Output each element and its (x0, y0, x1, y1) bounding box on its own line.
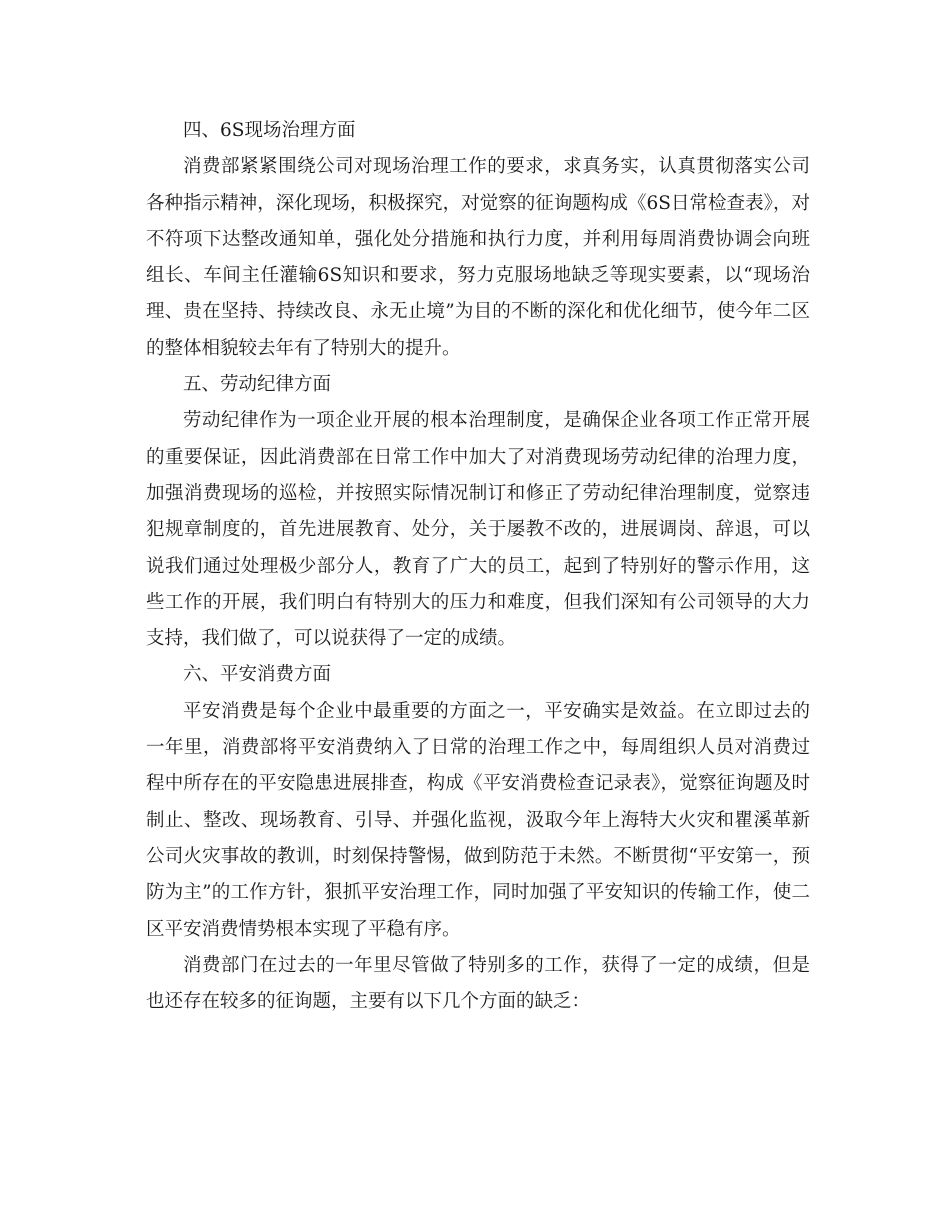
paragraph-shortcomings-intro: 消费部门在过去的一年里尽管做了特别多的工作，获得了一定的成绩，但是也还存在较多的征询题，主要有以下几个方面的缺乏： (146, 954, 810, 1013)
paragraph-labor-discipline: 劳动纪律作为一项企业开展的根本治理制度，是确保企业各项工作正常开展的重要保证，因此消费部在日常工作中加大了对消费现场劳动纪律的治理力度，加强消费现场的巡检，并按照实际情况制订和修正了劳动纪律治理制度，觉察违犯规章制度的，首先进展教育、处分，关于屡教不改的，进展调岗、辞退，可以说我们通过处理极少部分人，教育了广大的员工，起到了特别好的警示作用，这些工作的开展，我们明白有特别大的压力和难度，但我们深知有公司领导的大力支持，我们做了，可以说获得了一定的成绩。 (146, 410, 810, 650)
paragraph-6s-management: 消费部紧紧围绕公司对现场治理工作的要求，求真务实，认真贯彻落实公司各种指示精神，深化现场，积极探究，对觉察的征询题构成《6S日常检查表》，对不符项下达整改通知单，强化处分措施和执行力度，并利用每周消费协调会向班组长、车间主任灌输6S知识和要求，努力克服场地缺乏等现实要素，以“现场治理、贵在坚持、持续改良、永无止境”为目的不断的深化和优化细节，使今年二区的整体相貌较去年有了特别大的提升。 (146, 156, 810, 359)
section-heading-labor-discipline: 五、劳动纪律方面 (183, 374, 332, 396)
document-body (146, 113, 810, 1020)
section-heading-safety: 六、平安消费方面 (183, 664, 332, 686)
paragraph-safety: 平安消费是每个企业中最重要的方面之一，平安确实是效益。在立即过去的一年里，消费部将平安消费纳入了日常的治理工作之中，每周组织人员对消费过程中所存在的平安隐患进展排查，构成《平安消费检查记录表》，觉察征询题及时制止、整改、现场教育、引导、并强化监视，汲取今年上海特大火灾和瞿溪革新公司火灾事故的教训，时刻保持警惕，做到防范于未然。不断贯彻“平安第一，预防为主”的工作方针，狠抓平安治理工作，同时加强了平安知识的传输工作，使二区平安消费情势根本实现了平稳有序。 (146, 700, 810, 940)
section-heading-6s: 四、6S现场治理方面 (183, 120, 356, 141)
